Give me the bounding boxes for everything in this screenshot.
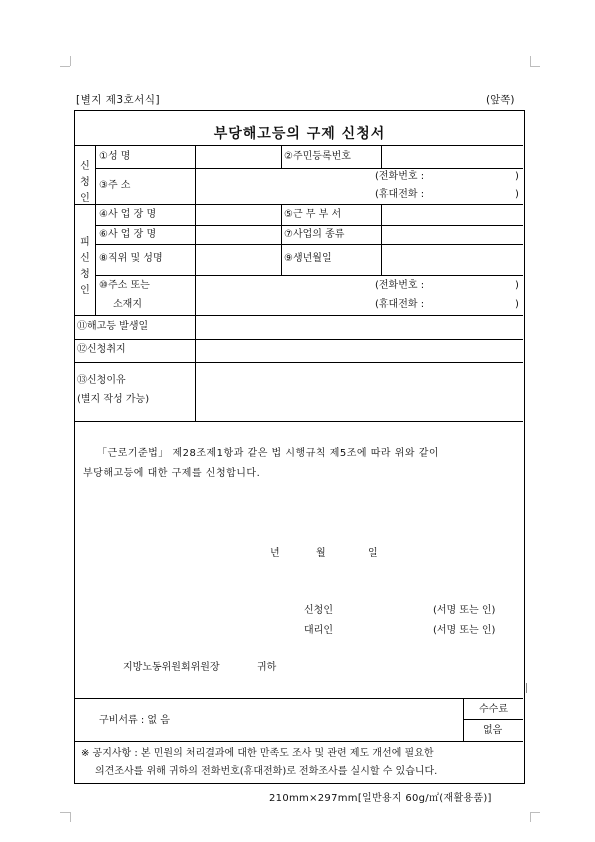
reason-label: ⑬신청이유: [77, 375, 126, 386]
application-form: [74, 110, 525, 784]
fee-label: 수수료: [479, 704, 508, 715]
notice-line-2: 의견조사를 위해 귀하의 전화번호(휴대전화)로 전화조사를 실시할 수 있습니다.: [95, 766, 438, 777]
dismissal-date-label: ⑪해고등 발생일: [77, 321, 149, 332]
addressee-honorific: 귀하: [257, 662, 277, 673]
applicant-group-label: 신 청 인: [80, 161, 90, 204]
respondent-address-label: ⑩주소 또는: [99, 280, 150, 291]
form-title: 부당해고등의 구제 신청서: [213, 126, 386, 142]
position-name-label: ⑧직위 및 성명: [99, 253, 163, 264]
respondent-address-label-2: 소재지: [113, 299, 142, 310]
paren-close: ): [515, 189, 519, 200]
reason-note: (별지 작성 가능): [77, 394, 150, 405]
month-label: 월: [316, 548, 326, 559]
crop-mark: [530, 812, 531, 822]
crop-mark: [530, 56, 531, 66]
margin-mark: [526, 683, 527, 693]
respondent-workplace-label: ⑥사 업 장 명: [99, 229, 157, 240]
crop-mark: [60, 812, 70, 813]
paren-close: ): [515, 280, 519, 291]
applicant-rrn-label: ②주민등록번호: [284, 151, 351, 162]
notice-line-1: ※ 공지사항 : 본 민원의 처리결과에 대한 만족도 조사 및 관련 제도 개선에 필요한: [81, 748, 434, 759]
applicant-sign-note: (서명 또는 인): [433, 605, 496, 616]
respondent-group-label: 피 신 청 인: [80, 237, 90, 296]
applicant-signature-label: 신청인: [304, 605, 333, 616]
birthdate-label: ⑨생년월일: [284, 253, 332, 264]
crop-mark: [60, 66, 70, 67]
applicant-department-label: ⑤근 무 부 서: [284, 209, 342, 220]
applicant-address-label: ③주 소: [99, 180, 131, 191]
respondent-phone-label: (전화번호 :: [375, 280, 425, 291]
statement-line-2: 부당해고등에 대한 구제를 신청합니다.: [83, 468, 261, 479]
crop-mark: [70, 56, 71, 66]
purpose-label: ⑫신청취지: [77, 344, 126, 355]
applicant-mobile-label: (휴대전화 :: [375, 189, 425, 200]
form-number: [별지 제3호서식]: [76, 94, 161, 106]
day-label: 일: [368, 548, 378, 559]
respondent-mobile-label: (휴대전화 :: [375, 299, 425, 310]
year-label: 년: [270, 548, 280, 559]
page-side-label: (앞쪽): [486, 94, 515, 106]
crop-mark: [70, 812, 71, 822]
addressee: 지방노동위원회위원장: [123, 662, 220, 673]
crop-mark: [530, 66, 540, 67]
crop-mark: [530, 812, 540, 813]
statement-line-1: 「근로기준법」 제28조제1항과 같은 법 시행규칙 제5조에 따라 위와 같이: [97, 448, 440, 459]
applicant-workplace-label: ④사 업 장 명: [99, 209, 157, 220]
business-type-label: ⑦사업의 종류: [284, 229, 345, 240]
paren-close: ): [515, 171, 519, 182]
required-documents: 구비서류 : 없 음: [99, 715, 170, 726]
agent-sign-note: (서명 또는 인): [433, 625, 496, 636]
applicant-phone-label: (전화번호 :: [375, 171, 425, 182]
agent-signature-label: 대리인: [304, 625, 333, 636]
notice: [81, 745, 521, 781]
fee-value: 없음: [483, 725, 503, 736]
paper-spec: 210mm×297mm[일반용지 60g/㎡(재활용품)]: [269, 793, 492, 804]
paren-close: ): [515, 299, 519, 310]
applicant-name-label: ①성 명: [99, 151, 131, 162]
